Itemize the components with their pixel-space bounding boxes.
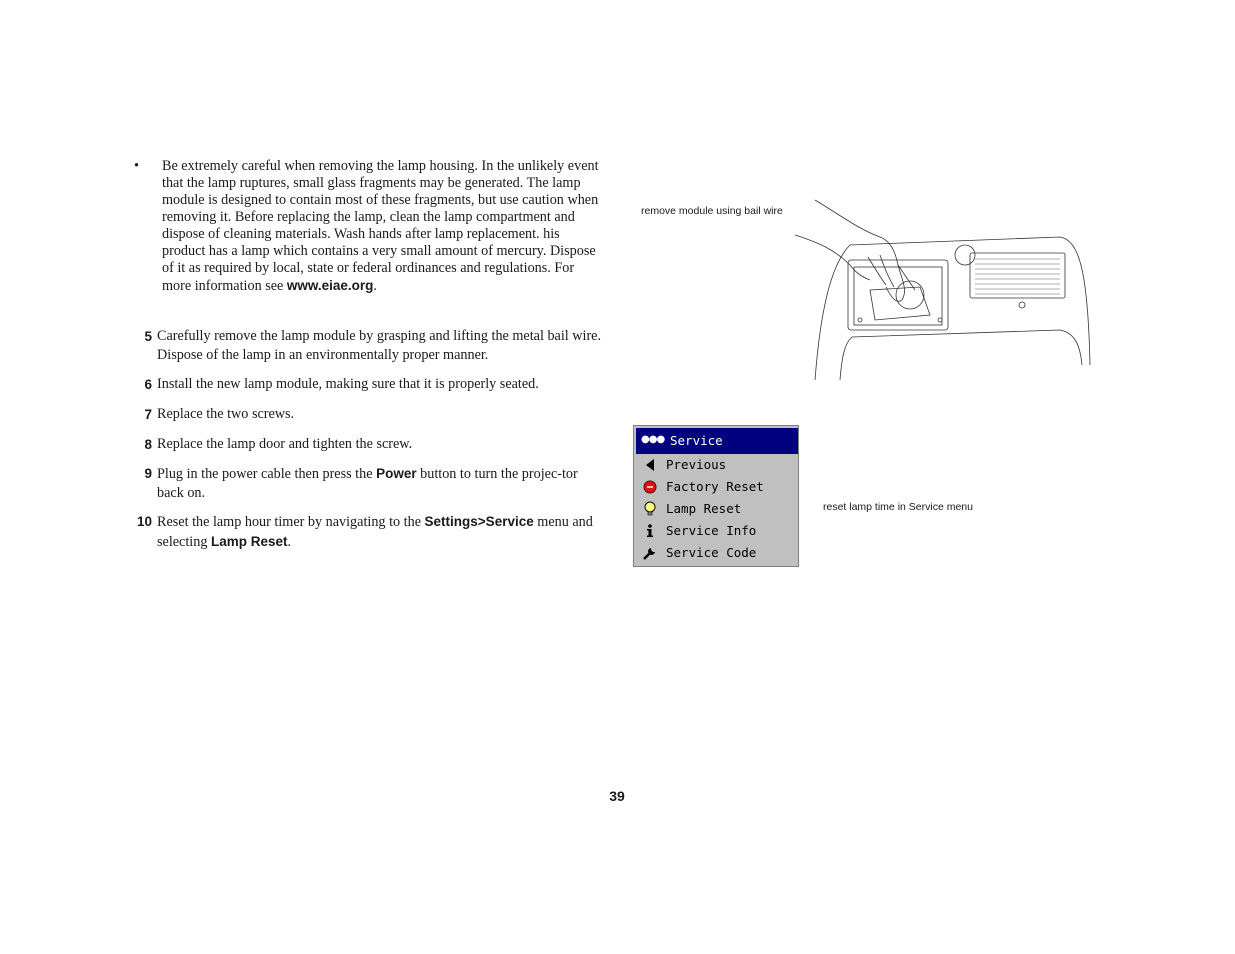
lamp-caption: remove module using bail wire: [641, 205, 783, 217]
lightbulb-icon: [642, 501, 658, 517]
step-number: 7: [144, 407, 152, 422]
menu-item-previous[interactable]: [636, 454, 798, 476]
step-number: 5: [144, 329, 152, 344]
menu-title: Service: [670, 433, 723, 448]
eiae-link[interactable]: www.eiae.org: [286, 278, 374, 293]
menu-item-service-code[interactable]: [636, 542, 798, 564]
menu-item-label: Service Info: [666, 523, 757, 538]
step-text: Carefully remove the lamp module by grasping and lifting the metal bail wire. Dispose of the lamp in an environmentally proper manner.: [157, 328, 602, 363]
menu-item-lamp-reset[interactable]: [636, 498, 798, 520]
info-icon: [642, 523, 658, 539]
warning-text: Be extremely careful when removing the lamp housing. In the unlikely event that the lamp ruptures, small glass fragments may be generated. The lamp module is designed to contain most of these fragments, but use caution when removing it. Before replacing the lamp, clean the lamp compartment and dispose of cleaning materials. Wash hands after lamp replacement. his product has a lamp which contains a very small amount of mercury. Dispose of it as required by local, state or federal ordinances and regulations. For more information see www.eiae.org.: [162, 158, 599, 294]
step-number: 6: [144, 377, 152, 392]
bullet-marker: •: [134, 158, 139, 174]
step-text: Replace the lamp door and tighten the screw.: [157, 436, 413, 452]
step-number: 10: [136, 514, 152, 529]
red-circle-icon: [642, 479, 658, 495]
menu-item-label: Previous: [666, 457, 727, 472]
menu-item-service-info[interactable]: [636, 520, 798, 542]
lamp-reset-label: Lamp Reset: [210, 534, 288, 549]
service-menu: [633, 425, 799, 567]
service-menu-header: [636, 428, 798, 454]
page-number: 39: [609, 788, 625, 804]
lamp-removal-illustration: [790, 195, 1095, 385]
menu-item-label: Factory Reset: [666, 479, 764, 494]
menu-caption: reset lamp time in Service menu: [823, 501, 973, 513]
wrench-icon: [642, 545, 658, 561]
arrow-left-icon: [642, 457, 658, 473]
step-text: Install the new lamp module, making sure that it is properly seated.: [157, 376, 539, 392]
menu-item-label: Lamp Reset: [666, 501, 742, 516]
menu-dots-icon: ●●●: [641, 434, 665, 445]
step-text: Reset the lamp hour timer by navigating to the Settings>Service menu and selecting Lamp Reset.: [157, 514, 593, 550]
step-number: 8: [144, 437, 152, 452]
step-number: 9: [144, 466, 152, 481]
power-label: Power: [376, 466, 417, 481]
menu-item-factory-reset[interactable]: [636, 476, 798, 498]
menu-item-label: Service Code: [666, 545, 757, 560]
settings-service-label: Settings>Service: [424, 514, 534, 529]
step-text: Replace the two screws.: [157, 406, 295, 422]
step-text: Plug in the power cable then press the Power button to turn the projec-tor back on.: [157, 466, 578, 501]
